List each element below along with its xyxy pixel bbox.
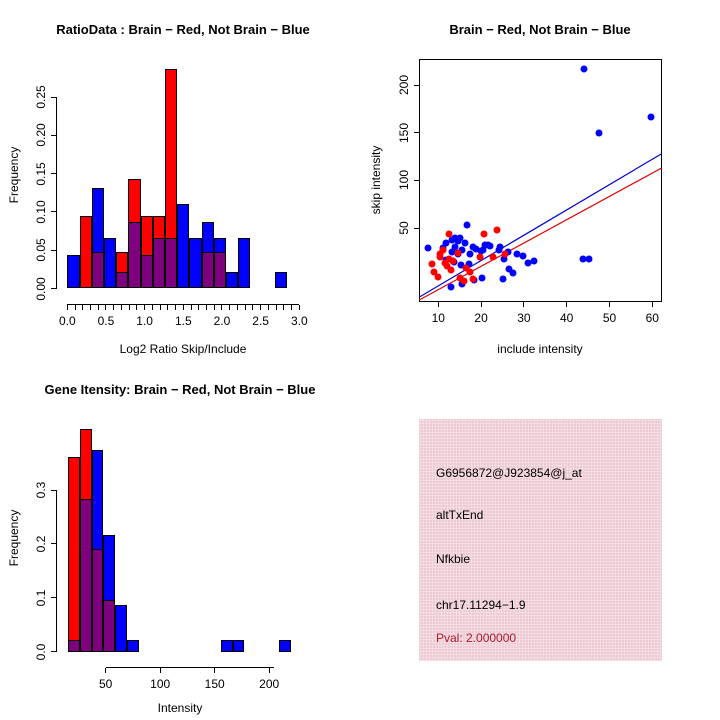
x-tick-label: 0.0 — [58, 313, 76, 328]
x-tick-label: 50 — [602, 310, 617, 325]
scatter-xlabel: include intensity — [497, 342, 583, 356]
x-axis-tick — [113, 305, 114, 311]
scatter-point-blue — [479, 274, 486, 281]
x-axis-tick — [105, 668, 106, 674]
histogram-overlap-bar — [165, 238, 177, 289]
y-axis-tick — [51, 97, 57, 98]
histogram-bar — [233, 640, 245, 652]
scatter-point-red — [437, 253, 444, 260]
x-axis-tick — [183, 305, 184, 311]
histogram-bar — [68, 457, 80, 652]
histogram-overlap-bar — [68, 640, 80, 652]
histogram-overlap-bar — [153, 238, 165, 289]
x-tick-label: 200 — [259, 676, 280, 691]
x-axis-tick — [268, 305, 269, 311]
scatter-point-red — [454, 249, 461, 256]
y-axis-tick — [51, 211, 57, 212]
x-axis-tick — [245, 305, 246, 311]
y-tick-label: 50 — [397, 221, 412, 235]
histogram-bar — [177, 204, 189, 288]
scatter-point-red — [476, 253, 483, 260]
x-tick-label: 1.0 — [136, 313, 153, 328]
scatter-point-blue — [596, 129, 603, 136]
x-axis-tick — [214, 668, 215, 674]
y-axis-tick — [51, 135, 57, 136]
x-axis-tick — [652, 302, 653, 308]
x-axis-tick — [144, 305, 145, 311]
x-axis-tick — [198, 305, 199, 311]
histogram-bar — [67, 255, 79, 289]
y-axis-tick — [51, 490, 57, 491]
y-tick-label: 0.1 — [34, 589, 48, 607]
scatter-point-blue — [525, 260, 532, 267]
scatter-point-blue — [520, 252, 527, 259]
x-axis-tick — [229, 305, 230, 311]
y-tick-label: 0.25 — [34, 85, 48, 109]
x-axis-tick — [299, 305, 300, 311]
scatter-point-blue — [487, 243, 494, 250]
scatter-title: Brain − Red, Not Brain − Blue — [449, 22, 631, 37]
scatter-point-red — [490, 253, 497, 260]
x-axis-tick — [283, 305, 284, 311]
y-axis-tick — [51, 288, 57, 289]
x-tick-label: 100 — [150, 676, 171, 691]
scatter-point-red — [460, 278, 467, 285]
x-tick-label: 20 — [474, 310, 488, 325]
x-axis-tick — [221, 305, 222, 311]
x-tick-label: 40 — [560, 310, 574, 325]
x-axis-tick — [276, 305, 277, 311]
intensity-hist-ylabel: Frequency — [7, 509, 21, 567]
pval-text: Pval: 2.000000 — [436, 630, 517, 645]
histogram-bar — [80, 216, 92, 289]
scatter-point-red — [502, 250, 509, 257]
histogram-bar — [238, 238, 250, 289]
histogram-bar — [275, 272, 287, 289]
x-axis-tick — [129, 305, 130, 311]
scatter-point-blue — [447, 284, 454, 291]
scatter-point-blue — [648, 114, 655, 121]
y-tick-label: 100 — [397, 170, 412, 191]
y-tick-label: 200 — [397, 74, 412, 96]
x-axis-tick — [98, 305, 99, 311]
histogram-overlap-bar — [92, 549, 104, 651]
y-tick-label: 150 — [397, 122, 412, 143]
x-tick-label: 150 — [204, 676, 225, 691]
y-tick-label: 0.10 — [34, 200, 48, 224]
x-axis-tick — [206, 305, 207, 311]
x-axis-tick — [167, 305, 168, 311]
scatter-point-red — [448, 266, 455, 273]
histogram-bar — [189, 238, 201, 289]
scatter-point-blue — [463, 222, 470, 229]
histogram-overlap-bar — [128, 222, 140, 289]
histogram-bar — [226, 272, 238, 289]
x-axis-tick — [260, 305, 261, 311]
x-axis-tick — [438, 302, 439, 308]
event-type-text: altTxEnd — [436, 507, 484, 522]
probe-id-text: G6956872@J923854@j_at — [436, 465, 582, 480]
scatter-point-blue — [425, 245, 432, 252]
ratio-hist-title: RatioData : Brain − Red, Not Brain − Blue — [56, 22, 310, 37]
y-tick-label: 0.15 — [34, 161, 48, 186]
info-panel — [419, 419, 662, 662]
x-tick-label: 60 — [645, 310, 659, 325]
y-tick-label: 0.2 — [34, 535, 48, 553]
y-axis-tick — [51, 173, 57, 174]
x-axis-tick — [291, 305, 292, 311]
y-tick-label: 0.05 — [34, 238, 48, 262]
y-axis-tick — [51, 597, 57, 598]
y-axis-line — [56, 490, 57, 652]
x-axis-tick — [269, 668, 270, 674]
y-axis-tick — [51, 651, 57, 652]
x-axis-tick — [136, 305, 137, 311]
scatter-point-blue — [467, 250, 474, 257]
locus-text: chr17.11294−1.9 — [436, 597, 526, 612]
y-tick-label: 0.0 — [34, 643, 48, 661]
histogram-overlap-bar — [214, 252, 226, 289]
scatter-point-blue — [586, 255, 593, 262]
y-axis-tick — [51, 250, 57, 251]
scatter-point-red — [435, 273, 442, 280]
x-axis-tick — [214, 305, 215, 311]
x-axis-tick — [67, 305, 68, 311]
histogram-bar — [279, 640, 291, 652]
x-tick-label: 0.5 — [97, 313, 115, 328]
x-tick-label: 30 — [517, 310, 531, 325]
scatter-point-red — [494, 226, 501, 233]
x-axis-tick — [191, 305, 192, 311]
x-axis-tick — [566, 302, 567, 308]
histogram-overlap-bar — [80, 499, 92, 652]
scatter-point-red — [469, 276, 476, 283]
histogram-overlap-bar — [116, 272, 128, 289]
ratio-hist-ylabel: Frequency — [7, 146, 21, 204]
x-tick-label: 1.5 — [174, 313, 192, 328]
histogram-bar — [221, 640, 233, 652]
histogram-bar — [127, 640, 139, 652]
scatter-ylabel: skip intensity — [369, 145, 383, 215]
x-axis-line — [106, 667, 274, 668]
histogram-overlap-bar — [202, 252, 214, 289]
histogram-overlap-bar — [141, 255, 153, 289]
ratio-hist-xlabel: Log2 Ratio Skip/Include — [119, 342, 247, 356]
y-axis-line — [56, 97, 57, 289]
x-axis-tick — [252, 305, 253, 311]
x-tick-label: 10 — [431, 310, 445, 325]
x-axis-tick — [237, 305, 238, 311]
x-axis-tick — [90, 305, 91, 311]
scatter-point-red — [428, 261, 435, 268]
x-axis-tick — [481, 302, 482, 308]
x-axis-tick — [523, 302, 524, 308]
x-axis-tick — [152, 305, 153, 311]
histogram-bar — [104, 238, 116, 289]
x-axis-tick — [105, 305, 106, 311]
x-axis-tick — [75, 305, 76, 311]
y-axis-tick — [51, 543, 57, 544]
x-axis-tick — [175, 305, 176, 311]
y-tick-label: 0.3 — [34, 481, 48, 499]
scatter-point-red — [481, 230, 488, 237]
y-tick-label: 0.00 — [34, 276, 48, 301]
gene-name-text: Nfkbie — [436, 551, 471, 566]
fit-lines — [419, 59, 661, 301]
scatter-point-red — [450, 258, 457, 265]
scatter-point-blue — [499, 276, 506, 283]
y-tick-label: 0.20 — [34, 123, 48, 147]
intensity-hist-xlabel: Intensity — [157, 701, 203, 715]
x-axis-tick — [121, 305, 122, 311]
histogram-overlap-bar — [103, 600, 115, 651]
x-axis-tick — [82, 305, 83, 311]
intensity-hist-title: Gene Itensity: Brain − Red, Not Brain − Blue — [44, 382, 316, 397]
x-tick-label: 2.0 — [213, 313, 231, 328]
scatter-point-red — [446, 230, 453, 237]
x-axis-tick — [160, 305, 161, 311]
histogram-bar — [115, 605, 127, 652]
histogram-overlap-bar — [92, 252, 104, 289]
x-axis-tick — [609, 302, 610, 308]
x-tick-label: 50 — [99, 676, 113, 691]
x-axis-tick — [160, 668, 161, 674]
scatter-point-blue — [509, 269, 516, 276]
scatter-point-red — [467, 268, 474, 275]
x-tick-label: 3.0 — [290, 313, 308, 328]
scatter-point-blue — [580, 65, 587, 72]
x-tick-label: 2.5 — [252, 313, 269, 328]
